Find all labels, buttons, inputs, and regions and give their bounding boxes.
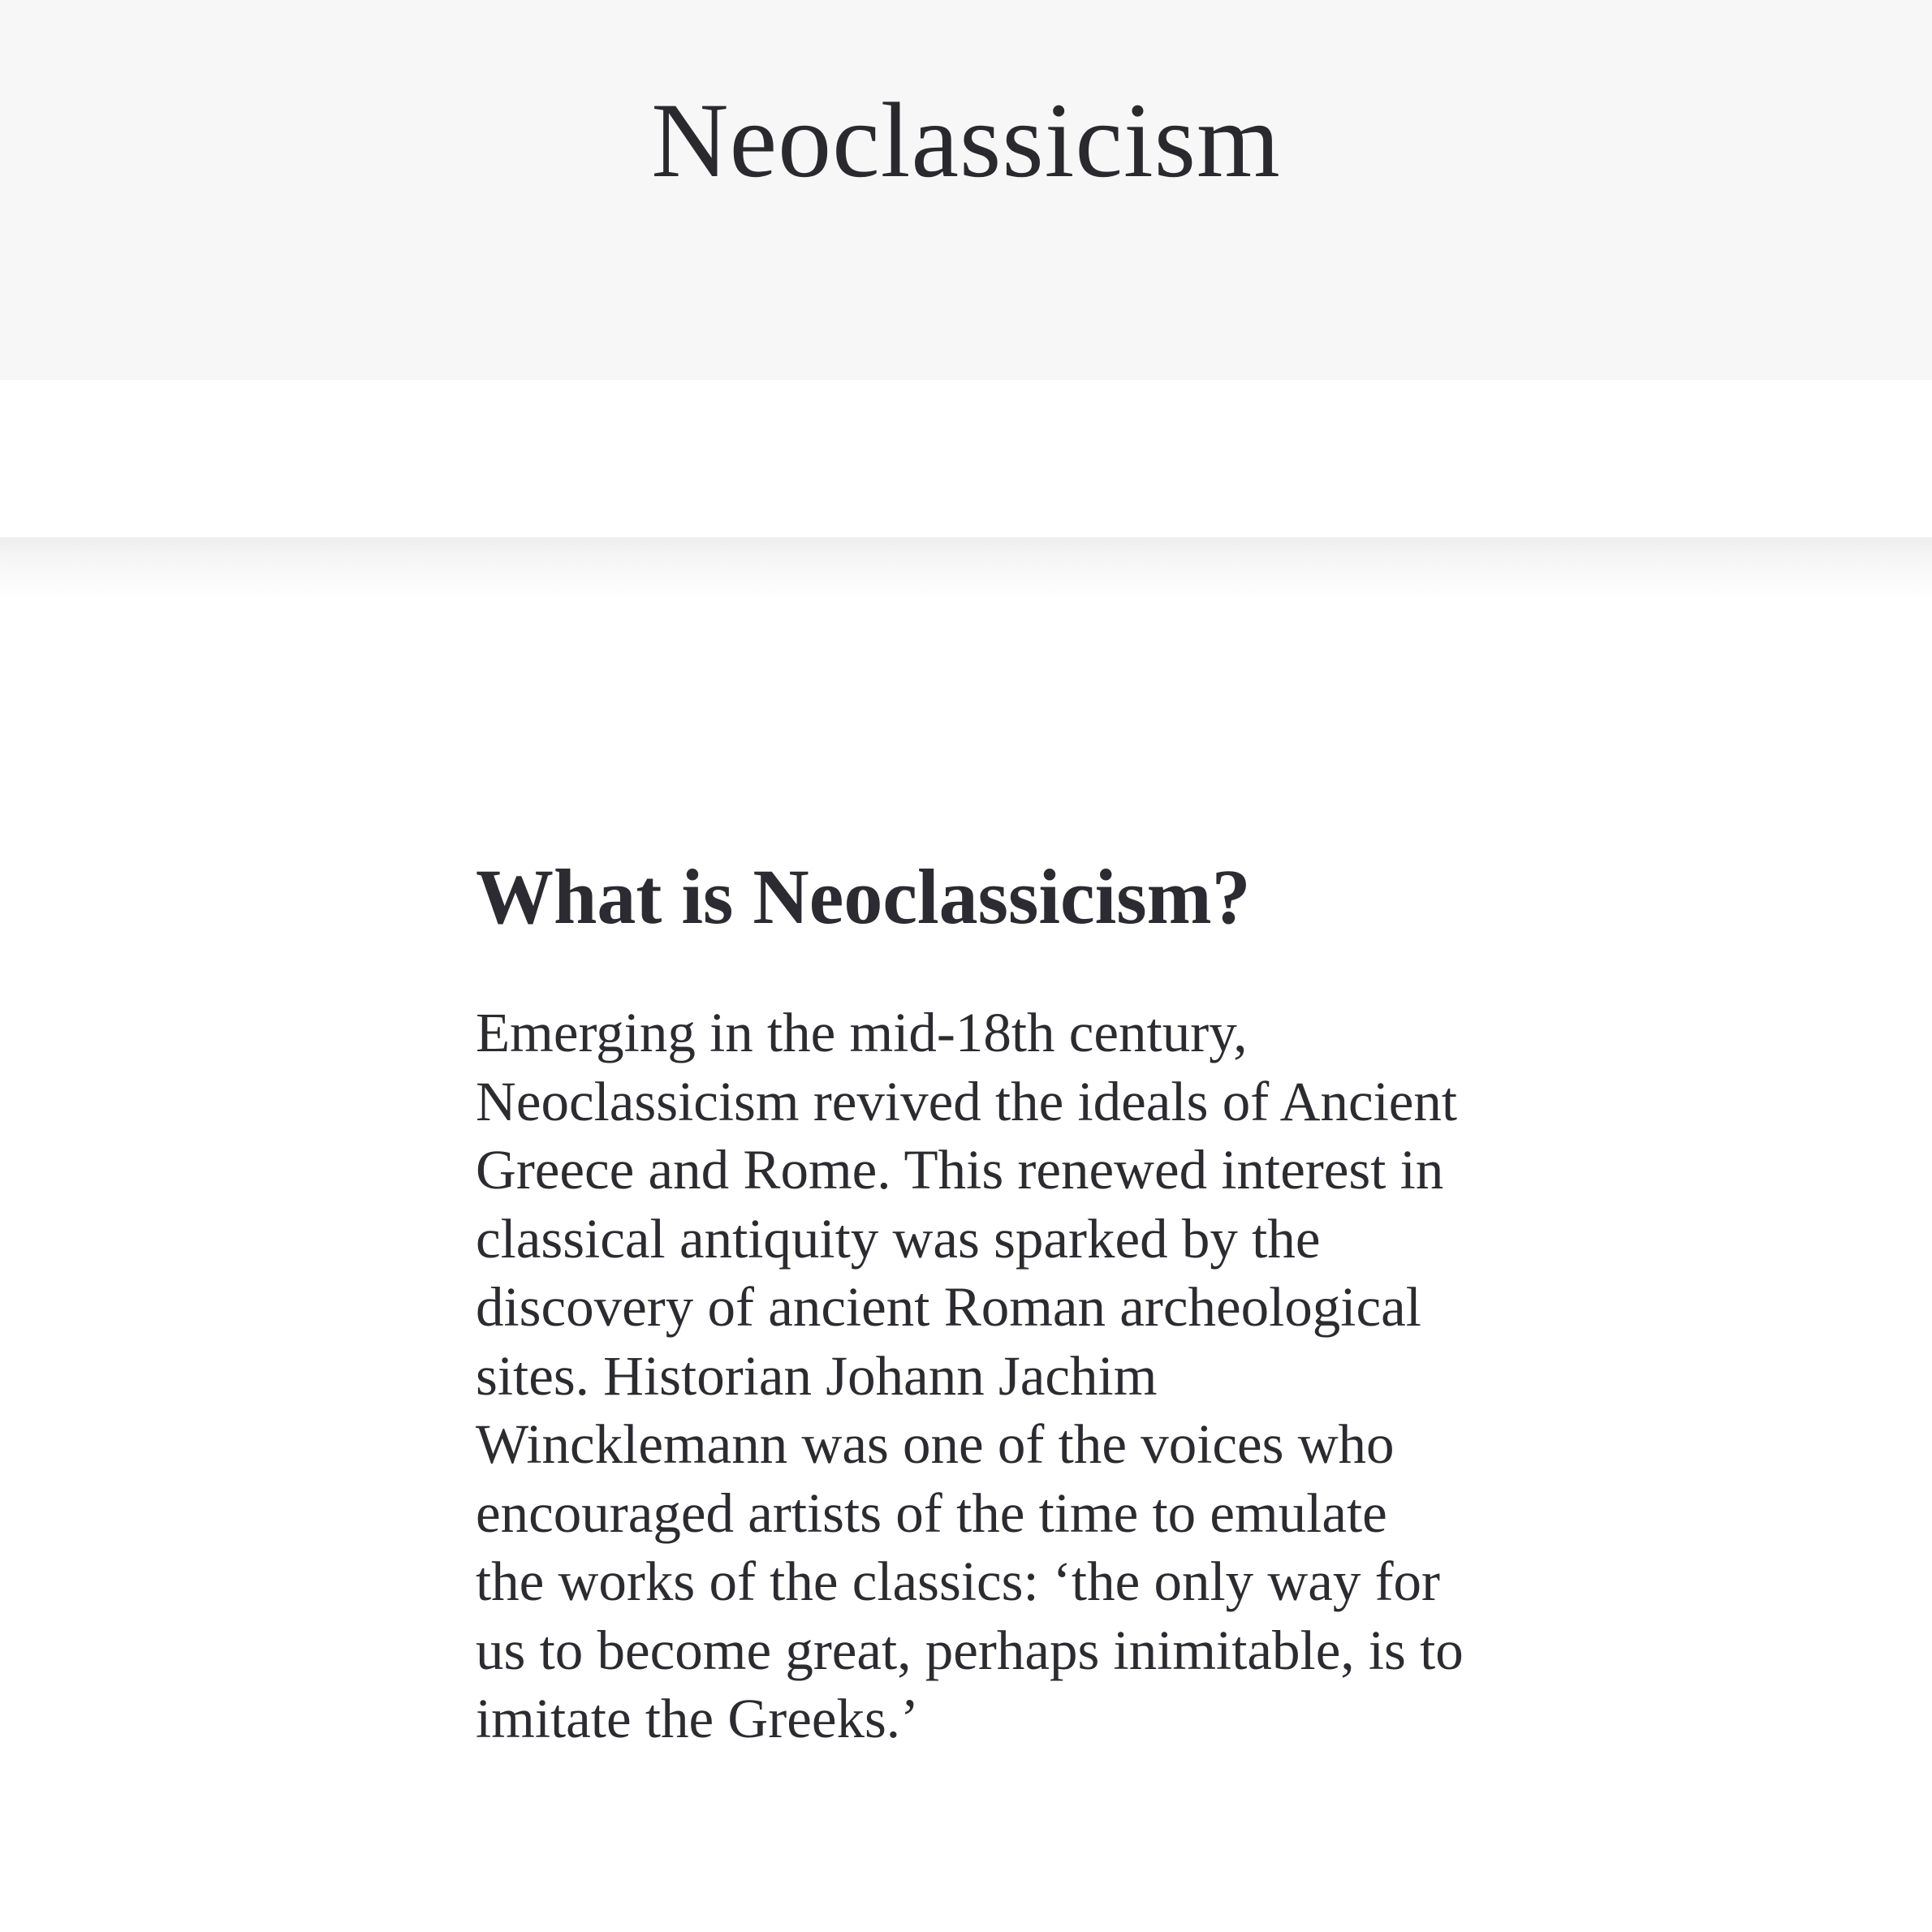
section-paragraph: Emerging in the mid-18th century, Neoclassicism revived the ideals of Ancient Greece and Rome. This renewed interest in classical antiquity was sparked by the discovery of ancient Roman archeological sites. Historian Johann Jachim Wincklemann was one of the voices who encouraged artists of the time to emulate the works of the classics: ‘the only way for us to become great, perhaps inimitable, is to imitate the Greeks.’ [476, 1002, 1464, 1749]
article [476, 844, 1466, 1753]
page-header [0, 0, 1932, 380]
section-heading: What is Neoclassicism? [476, 853, 1251, 940]
band-shadow-divider [0, 537, 1932, 602]
content-band [0, 380, 1932, 537]
page-title: Neoclassicism [651, 80, 1281, 200]
